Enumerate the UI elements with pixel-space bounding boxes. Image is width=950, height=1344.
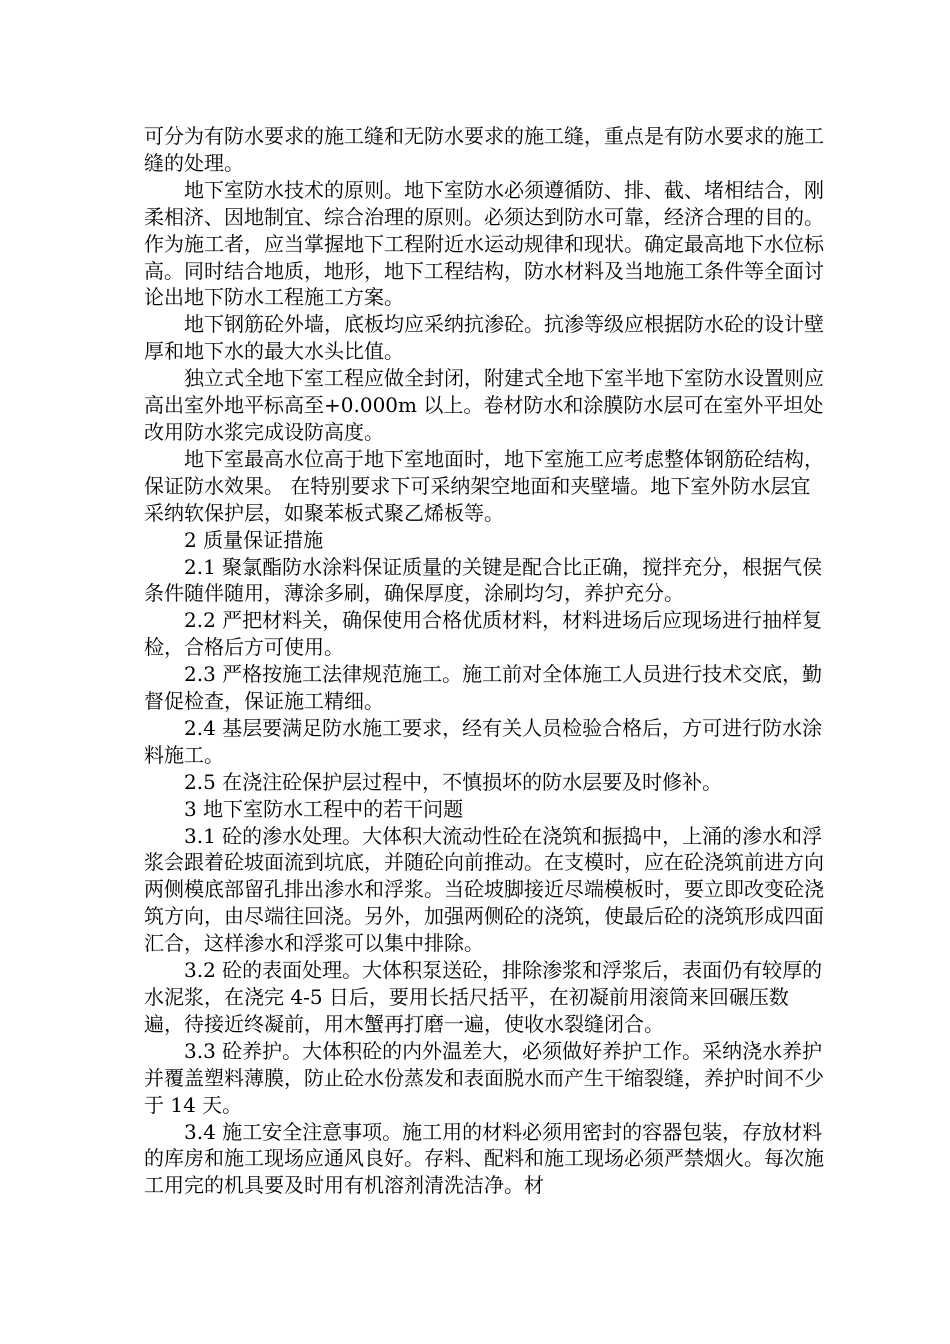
paragraph: 独立式全地下室工程应做全封闭，附建式全地下室半地下室防水设置则应高出室外地平标高至+0.000m 以上。卷材防水和涂膜防水层可在室外平坦处改用防水浆完成设防高度。 <box>144 366 824 444</box>
paragraph: 2.2 严把材料关，确保使用合格优质材料，材料进场后应现场进行抽样复检，合格后方可使用。 <box>144 608 823 660</box>
paragraph: 3.2 砼的表面处理。大体积泵送砼，排除渗浆和浮浆后，表面仍有较厚的水泥浆，在浇完 4-5 日后，要用长括尺括平，在初凝前用滚筒来回碾压数遍，待接近终凝前，用木蟹再打磨一遍，使收水裂缝闭合。 <box>144 958 823 1036</box>
paragraph: 可分为有防水要求的施工缝和无防水要求的施工缝，重点是有防水要求的施工缝的处理。 <box>144 124 824 175</box>
section-heading: 3 地下室防水工程中的若干问题 <box>184 796 464 821</box>
paragraph: 2.3 严格按施工法律规范施工。施工前对全体施工人员进行技术交底，勤督促检查，保证施工精细。 <box>144 662 823 714</box>
section-heading: 2 质量保证措施 <box>184 527 324 552</box>
paragraph: 3.4 施工安全注意事项。施工用的材料必须用密封的容器包装，存放材料的库房和施工现场应通风良好。存料、配料和施工现场必须严禁烟火。每次施工用完的机具要及时用有机溶剂清洗洁净。材 <box>144 1119 824 1198</box>
paragraph: 2.4 基层要满足防水施工要求，经有关人员检验合格后，方可进行防水涂料施工。 <box>144 715 823 767</box>
paragraph: 2.5 在浇注砼保护层过程中，不慎损坏的防水层要及时修补。 <box>184 769 723 794</box>
paragraph: 地下室防水技术的原则。地下室防水必须遵循防、排、截、堵相结合，刚柔相济、因地制宜、综合治理的原则。必须达到防水可靠，经济合理的目的。作为施工者，应当掌握地下工程附近水运动规律和现状。确定最高地下水位标高。同时结合地质，地形，地下工程结构，防水材料及当地施工条件等全面讨论出地下防水工程施工方案。 <box>144 177 824 310</box>
document-body <box>144 123 824 1199</box>
paragraph: 地下钢筋砼外墙，底板均应采纳抗渗砼。抗渗等级应根据防水砼的设计壁厚和地下水的最大水头比值。 <box>144 312 824 364</box>
paragraph: 3.3 砼养护。大体积砼的内外温差大，必须做好养护工作。采纳浇水养护并覆盖塑料薄膜，防止砼水份蒸发和表面脱水而产生干缩裂缝，养护时间不少于 14 天。 <box>144 1038 824 1117</box>
paragraph: 地下室最高水位高于地下室地面时，地下室施工应考虑整体钢筋砼结构，保证防水效果。 在特别要求下可采纳架空地面和夹壁墙。地下室外防水层宜采纳软保护层，如聚苯板式聚乙烯板等。 <box>144 446 824 525</box>
paragraph: 2.1 聚氯酯防水涂料保证质量的关键是配合比正确，搅拌充分，根据气侯条件随伴随用，薄涂多刷，确保厚度，涂刷均匀，养护充分。 <box>144 554 823 606</box>
paragraph: 3.1 砼的渗水处理。大体积大流动性砼在浇筑和振捣中，上涌的渗水和浮浆会跟着砼坡面流到坑底，并随砼向前推动。在支模时，应在砼浇筑前进方向两侧模底部留孔排出渗水和浮浆。当砼坡脚接近尽端模板时，要立即改变砼浇筑方向，由尽端往回浇。另外，加强两侧砼的浇筑，使最后砼的浇筑形成四面汇合，这样渗水和浮浆可以集中排除。 <box>144 823 824 956</box>
